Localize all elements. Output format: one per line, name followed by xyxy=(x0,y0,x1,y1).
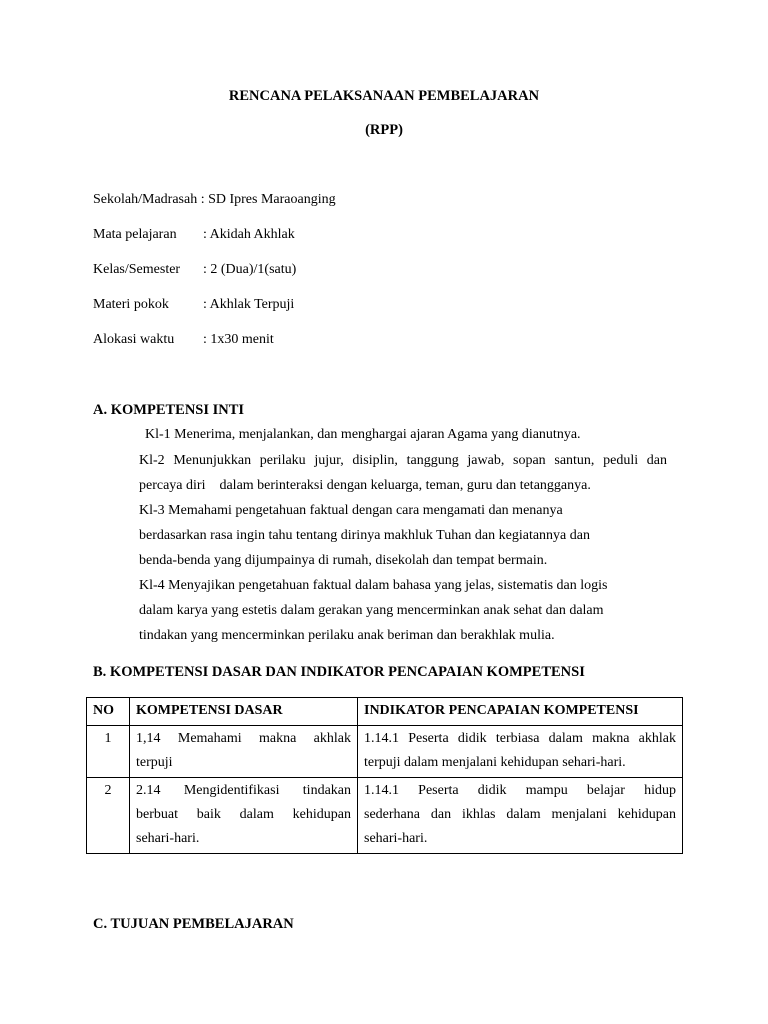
ki-line: dalam karya yang estetis dalam gerakan yang mencerminkan anak sehat dan dalam xyxy=(139,603,604,618)
time-allocation-label: Alokasi waktu xyxy=(93,332,175,347)
kd-line: sehari-hari. xyxy=(136,831,200,846)
ki-line: percaya diri dalam berinteraksi dengan keluarga, teman, guru dan tetangganya. xyxy=(139,478,591,493)
document-subtitle: (RPP) xyxy=(365,122,403,138)
subject-value: : Akidah Akhlak xyxy=(203,227,295,242)
ipk-cell xyxy=(358,726,683,778)
ki-line: Kl-3 Memahami pengetahuan faktual dengan cara mengamati dan menanya xyxy=(139,503,563,518)
section-a-heading: A. KOMPETENSI INTI xyxy=(93,402,245,418)
kd-line: terpuji xyxy=(136,755,173,770)
table-header-row xyxy=(87,698,683,726)
kd-line: berbuat baik dalam kehidupan xyxy=(136,807,351,822)
ipk-line: sehari-hari. xyxy=(364,831,428,846)
ipk-line: 1.14.1 Peserta didik mampu belajar hidup xyxy=(364,783,676,798)
topic-value: : Akhlak Terpuji xyxy=(203,297,295,312)
kd-line: 2.14 Mengidentifikasi tindakan xyxy=(136,783,351,798)
header-indikator: INDIKATOR PENCAPAIAN KOMPETENSI xyxy=(358,698,683,726)
ki-line: Kl-2 Menunjukkan perilaku jujur, disiplin, tanggung jawab, sopan santun, peduli dan xyxy=(139,453,667,468)
row-number: 1 xyxy=(87,726,130,778)
ipk-line: terpuji dalam menjalani kehidupan sehari-hari. xyxy=(364,755,626,770)
row-number: 2 xyxy=(87,778,130,854)
kd-line: 1,14 Memahami makna akhlak xyxy=(136,731,351,746)
ki-line: benda-benda yang dijumpainya di rumah, disekolah dan tempat bermain. xyxy=(139,553,548,568)
ipk-line: sederhana dan ikhlas dalam menjalani kehidupan xyxy=(364,807,676,822)
ki-line: Kl-1 Menerima, menjalankan, dan menghargai ajaran Agama yang dianutnya. xyxy=(145,427,581,442)
section-b-heading: B. KOMPETENSI DASAR DAN INDIKATOR PENCAPAIAN KOMPETENSI xyxy=(93,664,585,680)
ki-line: berdasarkan rasa ingin tahu tentang dirinya makhluk Tuhan dan kegiatannya dan xyxy=(139,528,590,543)
kd-cell xyxy=(130,778,358,854)
class-semester-value: : 2 (Dua)/1(satu) xyxy=(203,262,297,277)
header-kompetensi-dasar: KOMPETENSI DASAR xyxy=(130,698,358,726)
competency-table xyxy=(86,697,683,854)
table-row xyxy=(87,778,683,854)
school-line: Sekolah/Madrasah : SD Ipres Maraoanging xyxy=(93,192,336,207)
section-c-heading: C. TUJUAN PEMBELAJARAN xyxy=(93,916,294,932)
header-no: NO xyxy=(87,698,130,726)
ipk-line: 1.14.1 Peserta didik terbiasa dalam makna akhlak xyxy=(364,731,676,746)
ipk-cell xyxy=(358,778,683,854)
time-allocation-value: : 1x30 menit xyxy=(203,332,274,347)
ki-line: Kl-4 Menyajikan pengetahuan faktual dalam bahasa yang jelas, sistematis dan logis xyxy=(139,578,608,593)
document-title: RENCANA PELAKSANAAN PEMBELAJARAN xyxy=(228,88,540,104)
table-row xyxy=(87,726,683,778)
ki-line: tindakan yang mencerminkan perilaku anak beriman dan berakhlak mulia. xyxy=(139,628,555,643)
subject-label: Mata pelajaran xyxy=(93,227,177,242)
class-semester-label: Kelas/Semester xyxy=(93,262,181,277)
kd-cell xyxy=(130,726,358,778)
topic-label: Materi pokok xyxy=(93,297,169,312)
